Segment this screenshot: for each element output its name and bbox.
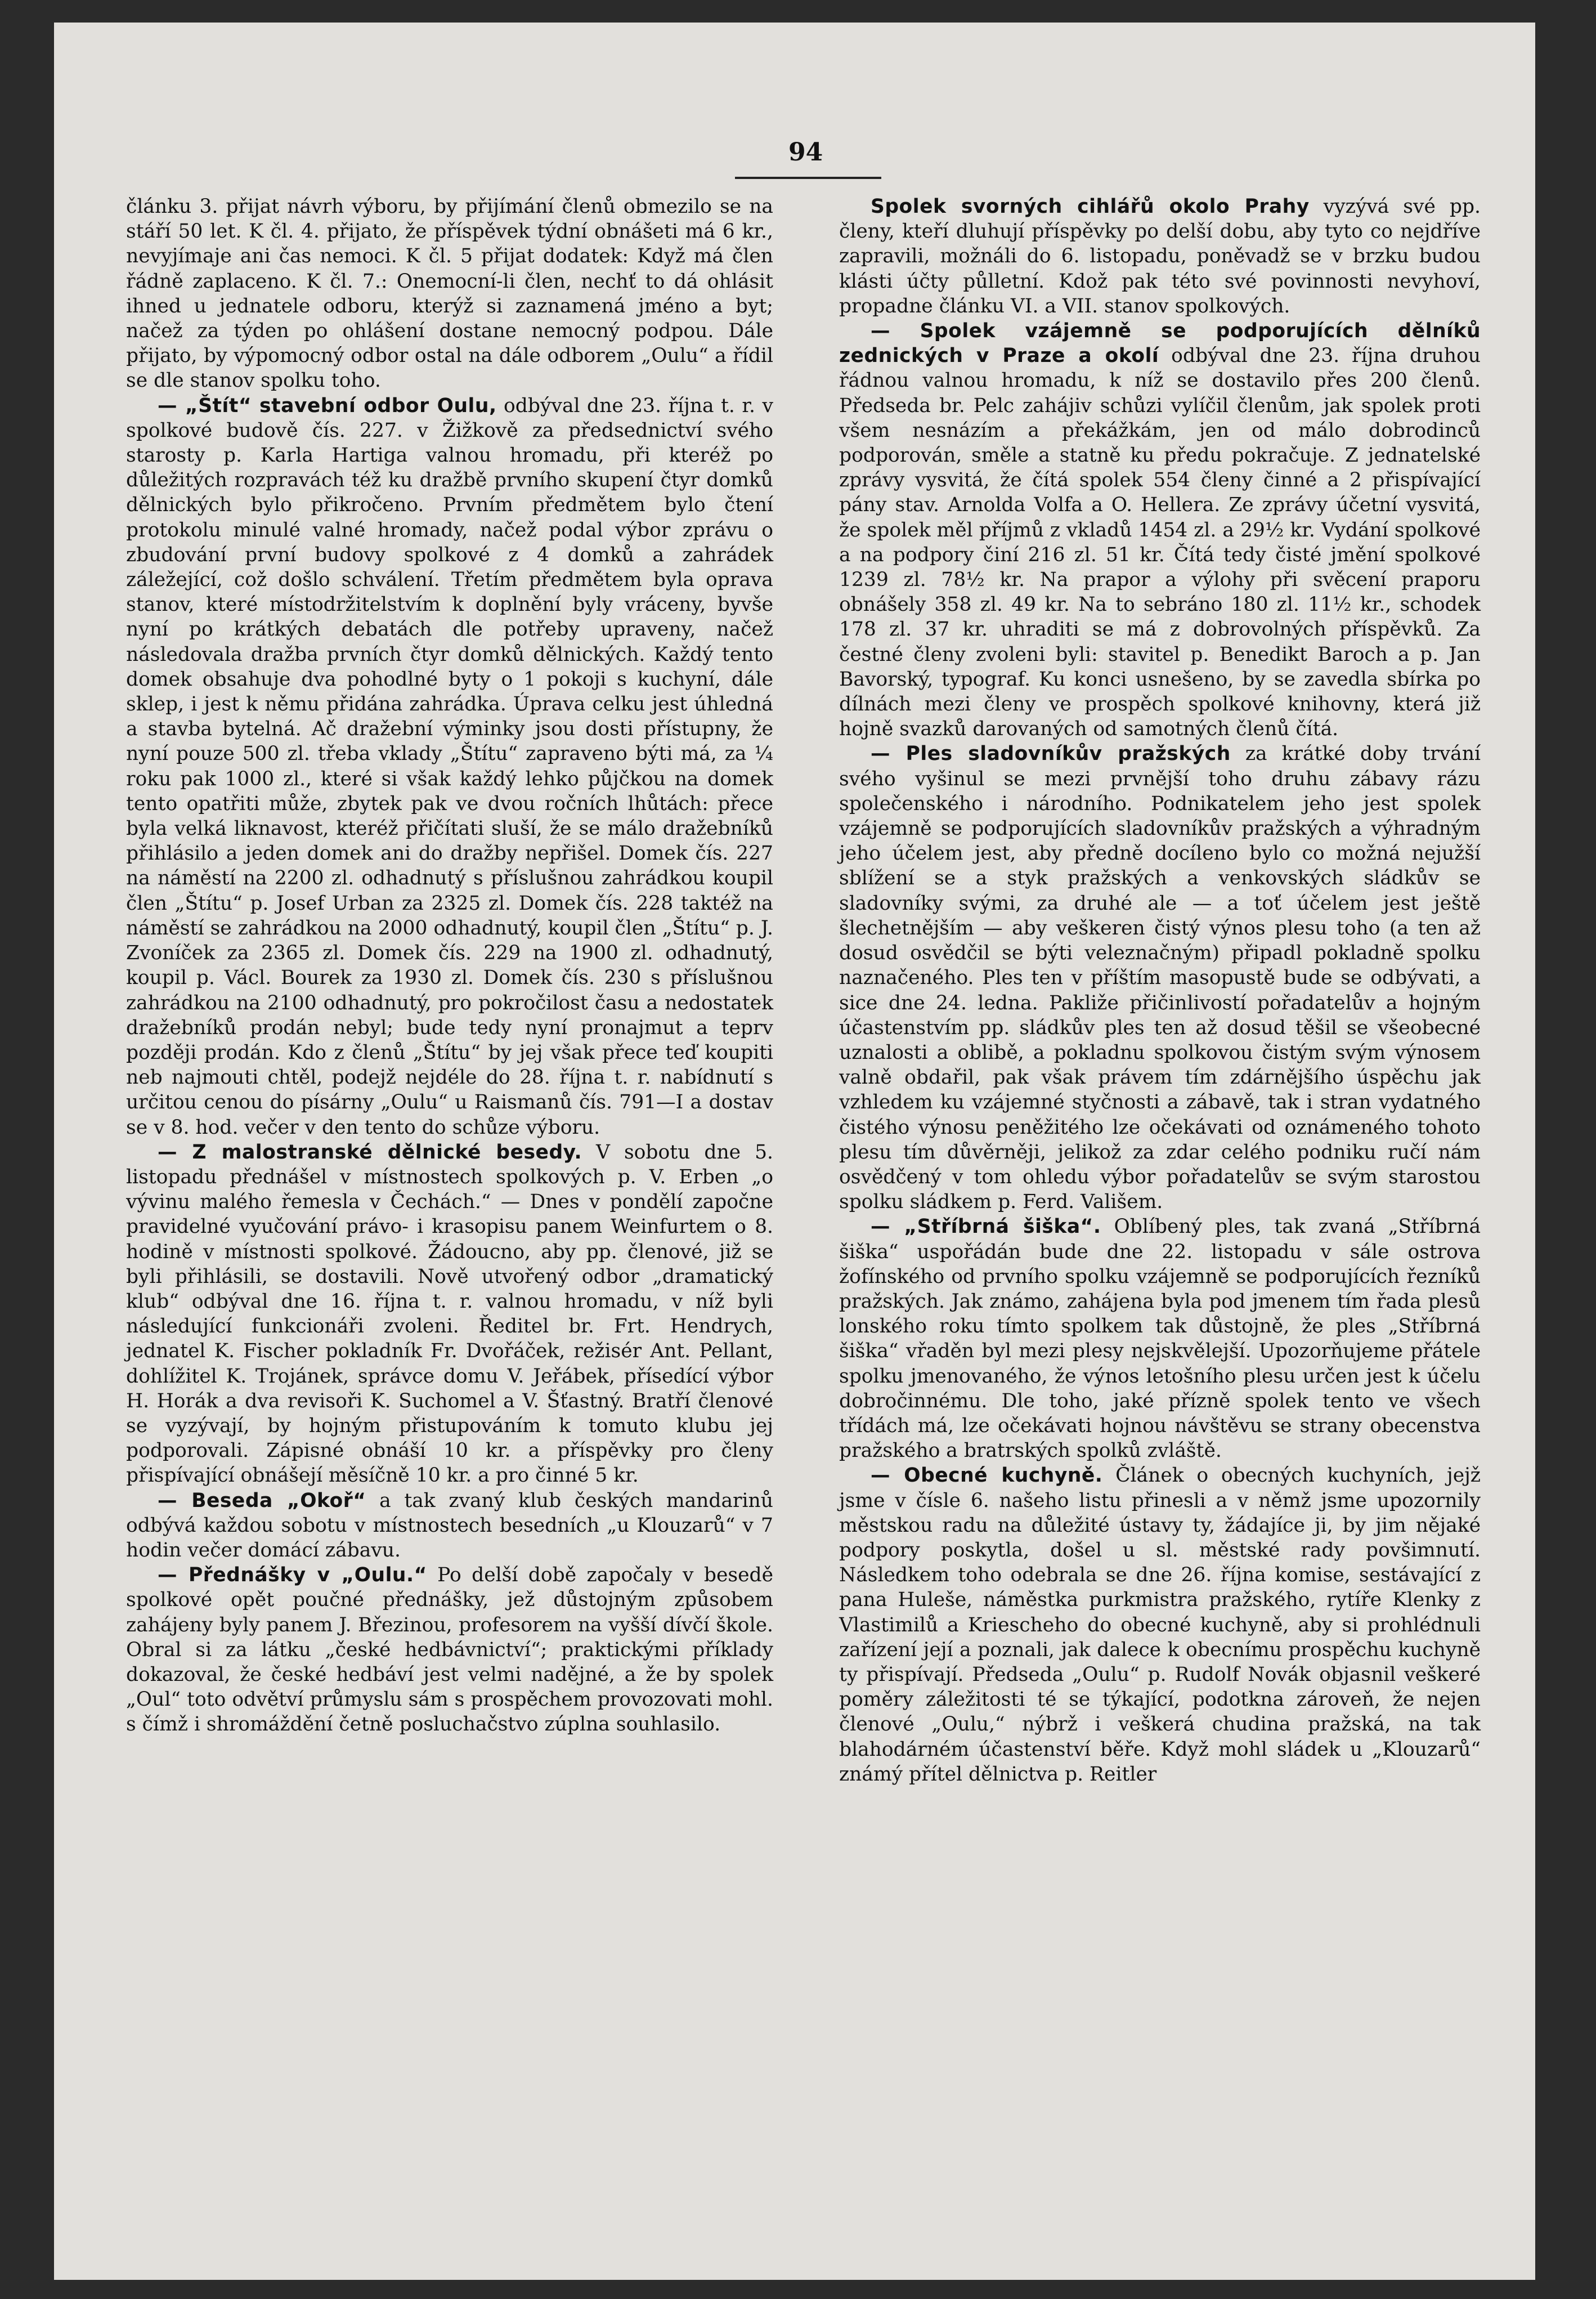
article-heading: — Beseda „Okoř“	[158, 1489, 366, 1512]
article-body: za krátké doby trvání svého vyšinul se mezi prvnější toho druhu zábavy rázu společenského i národního. Podnikatelem jeho jest spolek vzájemně se podporujících sladovníkův pražských a výhradným jeho účelem jest, aby předně docíleno bylo co možná nejužší sblížení se a styk pražských a venkovských sládkův se sladovníky svými, za druhé ale — a toť účelem jest ještě šlechetnějším — aby veškeren čistý výnos plesu toho (a ten až dosud osvědčil se býti veleznačným) připadl pokladně spolku naznačeného. Ples ten v příštím masopustě bude se odbývati, a sice dne 24. ledna. Pakliže přičinlivostí pořadatelův a hojným účastenstvím pp. sládkův ples ten až dosud těšil se všeobecné uznalosti a oblibě, a pokladnu spolkovou čistým svým výnosem valně obdařil, pak však právem tím zdárnějšího úspěchu jak vzhledem ku vzájemné styčnosti a zábavě, tak i stran vydatného čistého výnosu peněžitého lze očekávati od oznámeného tohoto plesu tím důvěrněji, jelikož za zdar celého podniku ručí nám osvědčený v tom ohledu výbor pořadatelův se svým starostou spolku sládkem p. Ferd. Vališem.	[839, 743, 1481, 1214]
article-prednasky	[126, 1563, 773, 1737]
article-heading: — Spolek vzájemně se podporujících dělníků zednických v Praze a okolí	[839, 320, 1481, 368]
article-body: odbýval dne 23. října druhou řádnou valnou hromadu, k níž se dostavilo přes 200 členů. Předseda br. Pelc zahájiv schůzi vylíčil členům, jak spolek proti všem nesnázím a překážkám, jen od málo dobrodinců podporován, směle a statně ku předu pokračuje. Z jednatelské zprávy vysvitá, že čítá spolek 554 členy činné a 2 přispívající pány stav. Arnolda Volfa a O. Hellera. Ze zprávy účetní vysvitá, že spolek měl příjmů z vkladů 1454 zl. a 29½ kr. Vydání spolkové a na podpory činí 216 zl. 51 kr. Čítá tedy čisté jmění spolkové 1239 zl. 78½ kr. Na prapor a výlohy při svěcení praporu obnášely 358 zl. 49 kr. Na to sebráno 180 zl. 11½ kr., schodek 178 zl. 37 kr. uhraditi se má z dobrovolných příspěvků. Za čestné členy zvoleni byli: stavitel p. Benedikt Baroch a p. Jan Bavorský, typograf. Ku konci usnešeno, by se zavedla sbírka po dílnách mezi členy ve prospěch spolkové knihovny, která již hojně svazků darovaných od samotných členů čítá.	[839, 345, 1481, 741]
page-number: 94	[788, 138, 823, 167]
article-beseda-okor	[126, 1488, 773, 1563]
article-obecne-kuchyne	[839, 1463, 1481, 1787]
left-column	[126, 194, 773, 1737]
article-heading: — „Stříbrná šiška“.	[871, 1215, 1101, 1238]
article-body: odbýval dne 23. října t. r. v spolkové budově čís. 227. v Žižkově za předsednictví svého starosty p. Karla Hartiga valnou hromadu, při kteréž po důležitých rozpravách též ku dražbě prvního skupení čtyr domků dělnických bylo přikročeno. Prvním předmětem bylo čtení protokolu minulé valné hromady, načež podal výbor zprávu o zbudování první budovy spolkové z 4 domků a zahrádek záležející, což došlo schválení. Třetím předmětem byla oprava stanov, které místodržitelstvím k doplnění byly vráceny, byvše nyní po krátkých debatách dle potřeby upraveny, načež následovala dražba prvních čtyr domků dělnických. Každý tento domek obsahuje dva pohodlné byty o 1 pokoji s kuchyní, dále sklep, i jest k němu přidána zahrádka. Úprava celku jest úhledná a stavba bytelná. Ač dražební výminky jsou dosti přístupny, že nyní pouze 500 zl. třeba vklady „Štítu“ zapraveno býti má, za ¼ roku pak 1000 zl., které si však každý lehko půjčkou na domek tento opatřiti může, zbytek pak ve dvou ročních lhůtách: přece byla velká liknavost, kteréž přičítati sluší, že se málo dražebníků přihlásilo a jeden domek ani do dražby nepřišel. Domek čís. 227 na náměstí na 2200 zl. odhadnutý s příslušnou zahrádkou koupil člen „Štítu“ p. Josef Urban za 2325 zl. Domek čís. 228 taktéž na náměstí se zahrádkou na 2000 odhadnutý, koupil člen „Štítu“ p. J. Zvoníček za 2365 zl. Domek čís. 229 na 1900 zl. odhadnutý, koupil p. Václ. Bourek za 1930 zl. Domek čís. 230 s příslušnou zahrádkou na 2100 odhadnutý, pro pokročilost času a nedostatek dražebníků prodán nebyl; bude tedy nyní pronajmut a teprv později prodán. Kdo z členů „Štítu“ by jej však přece teď koupiti neb najmouti chtěl, podejž nejdéle do 28. října t. r. nabídnutí s určitou cenou do písárny „Oulu“ u Raismanů čís. 791—I a dostav se v 8. hod. večer v den tento do schůze výboru.	[126, 394, 773, 1139]
article-stribrna-siska	[839, 1214, 1481, 1463]
article-malostranska-beseda	[126, 1140, 773, 1488]
article-body: vyzývá své pp. členy, kteří dluhují příspěvky po delší dobu, aby tyto co nejdříve zapravili, možnáli do 6. listopadu, poněvadž se v brzku budou klásti účty půlletní. Kdož pak této své povinnosti nevyhoví, propadne článku VI. a VII. stanov spolkových.	[839, 195, 1481, 317]
newspaper-page	[54, 23, 1535, 2280]
article-cihlari	[839, 194, 1481, 319]
article-heading: — Obecné kuchyně.	[871, 1464, 1103, 1487]
article-body: Článek o obecných kuchyních, jejž jsme v čísle 6. našeho listu přinesli a v němž jsme upozornily městskou radu na důležité ústavy ty, žádajíce ji, by jim nějaké podpory poskytla, došel u sl. městské rady povšimnutí. Následkem toho odebrala se dne 26. října komise, sestávající z pana Huleše, náměstka purkmistra pražského, rytíře Klenky z Vlastimilů a Kriescheho do obecné kuchyně, aby si prohlédnuli zařízení její a poznali, jak dalece k obecnímu prospěchu kuchyně ty přispívají. Předseda „Oulu“ p. Rudolf Novák objasnil veškeré poměry záležitosti té se týkající, podotkna zároveň, že nejen členové „Oulu,“ nýbrž i veškerá chudina pražská, na tak blahodárném účastenství běře. Když mohl sládek u „Klouzarů“ známý přítel dělnictva p. Reitler	[839, 1464, 1481, 1786]
article-heading: Spolek svorných cihlářů okolo Prahy	[871, 195, 1310, 218]
article-body: V sobotu dne 5. listopadu přednášel v místnostech spolkových p. V. Erben „o vývinu malého řemesla v Čechách.“ — Dnes v pondělí započne pravidelné vyučování právo- i krasopisu panem Weinfurtem o 8. hodině v místnosti spolkové. Žádoucno, aby pp. členové, již se byli přihlásili, se dostavili. Nově utvořený odbor „dramatický klub“ odbýval dne 16. října t. r. valnou hromadu, v níž byli následující funkcionáři zvoleni. Ředitel br. Frt. Hendrych, jednatel K. Fischer pokladník Fr. Dvořáček, režisér Ant. Pellant, dohlížitel K. Trojánek, správce domu V. Jeřábek, přísedící výbor H. Horák a dva revisoři K. Suchomel a V. Šťastný. Bratří členové se vyzývají, by hojným přistupováním k tomuto klubu jej podporovali. Zápisné obnáší 10 kr. a příspěvky pro členy přispívající obnášejí měsíčně 10 kr. a pro činné 5 kr.	[126, 1140, 773, 1487]
article-body: Oblíbený ples, tak zvaná „Stříbrná šiška“ uspořádán bude dne 22. listopadu v sále ostrova žofínského od prvního spolku vzájemně se podporujících řezníků pražských. Jak známo, zahájena byla pod jmenem tím řada plesů lonského roku tímto spolkem tak důstojně, že ples „Stříbrná šiška“ vřaděn byl mezi plesy nejskvělejší. Upozorňujeme přátele spolku jmenovaného, že výnos letošního plesu určen jest k účelu dobročinnému. Dle toho, jaké přízně spolek tento ve všech třídách má, lze očekávati hojnou návštěvu se strany obecenstva pražského a bratrských spolků zvláště.	[839, 1215, 1481, 1462]
article-heading: — „Štít“ stavební odbor Oulu,	[158, 394, 497, 417]
article-stit	[126, 393, 773, 1140]
page-number-rule	[735, 177, 881, 179]
article-body: Po delší době započaly v besedě spolkové opět poučné přednášky, jež důstojným způsobem zahájeny byly panem J. Březinou, profesorem na vyšší dívčí škole. Obral si za látku „české hedbávnictví“; praktickými příklady dokazoval, že české hedbáví jest velmi nadějné, a že by spolek „Oul“ toto odvětví průmyslu sám s prospěchem provozovati mohl. s čímž i shromáždění četně posluchačstvo zúplna souhlasilo.	[126, 1564, 773, 1736]
article-body: a tak zvaný klub českých mandarinů odbývá každou sobotu v místnostech besedních „u Klouzarů“ v 7 hodin večer domácí zábavu.	[126, 1489, 773, 1562]
article-heading: — Ples sladovníkův pražských	[871, 743, 1231, 766]
article-zednici	[839, 319, 1481, 741]
article-heading: — Z malostranské dělnické besedy.	[158, 1140, 582, 1164]
right-column	[839, 194, 1481, 1787]
article-heading: — Přednášky v „Oulu.“	[158, 1564, 427, 1587]
article-continuation: článku 3. přijat návrh výboru, by přijímání členů obmezilo se na stáří 50 let. K čl. 4. přijato, že příspěvek týdní obnášeti má 6 kr., nevyjímaje ani čas nemoci. K čl. 5 přijat dodatek: Když má člen řádně zaplaceno. K čl. 7.: Onemocní-li člen, nechť to dá ohlásit ihned u jednatele odboru, kterýž si zaznamená jméno a byt; načež za týden po ohlášení dostane nemocný podpou. Dále přijato, by výpomocný odbor ostal na dále odborem „Oulu“ a řídil se dle stanov spolku toho.	[126, 195, 773, 392]
article-ples-sladovniku	[839, 741, 1481, 1214]
